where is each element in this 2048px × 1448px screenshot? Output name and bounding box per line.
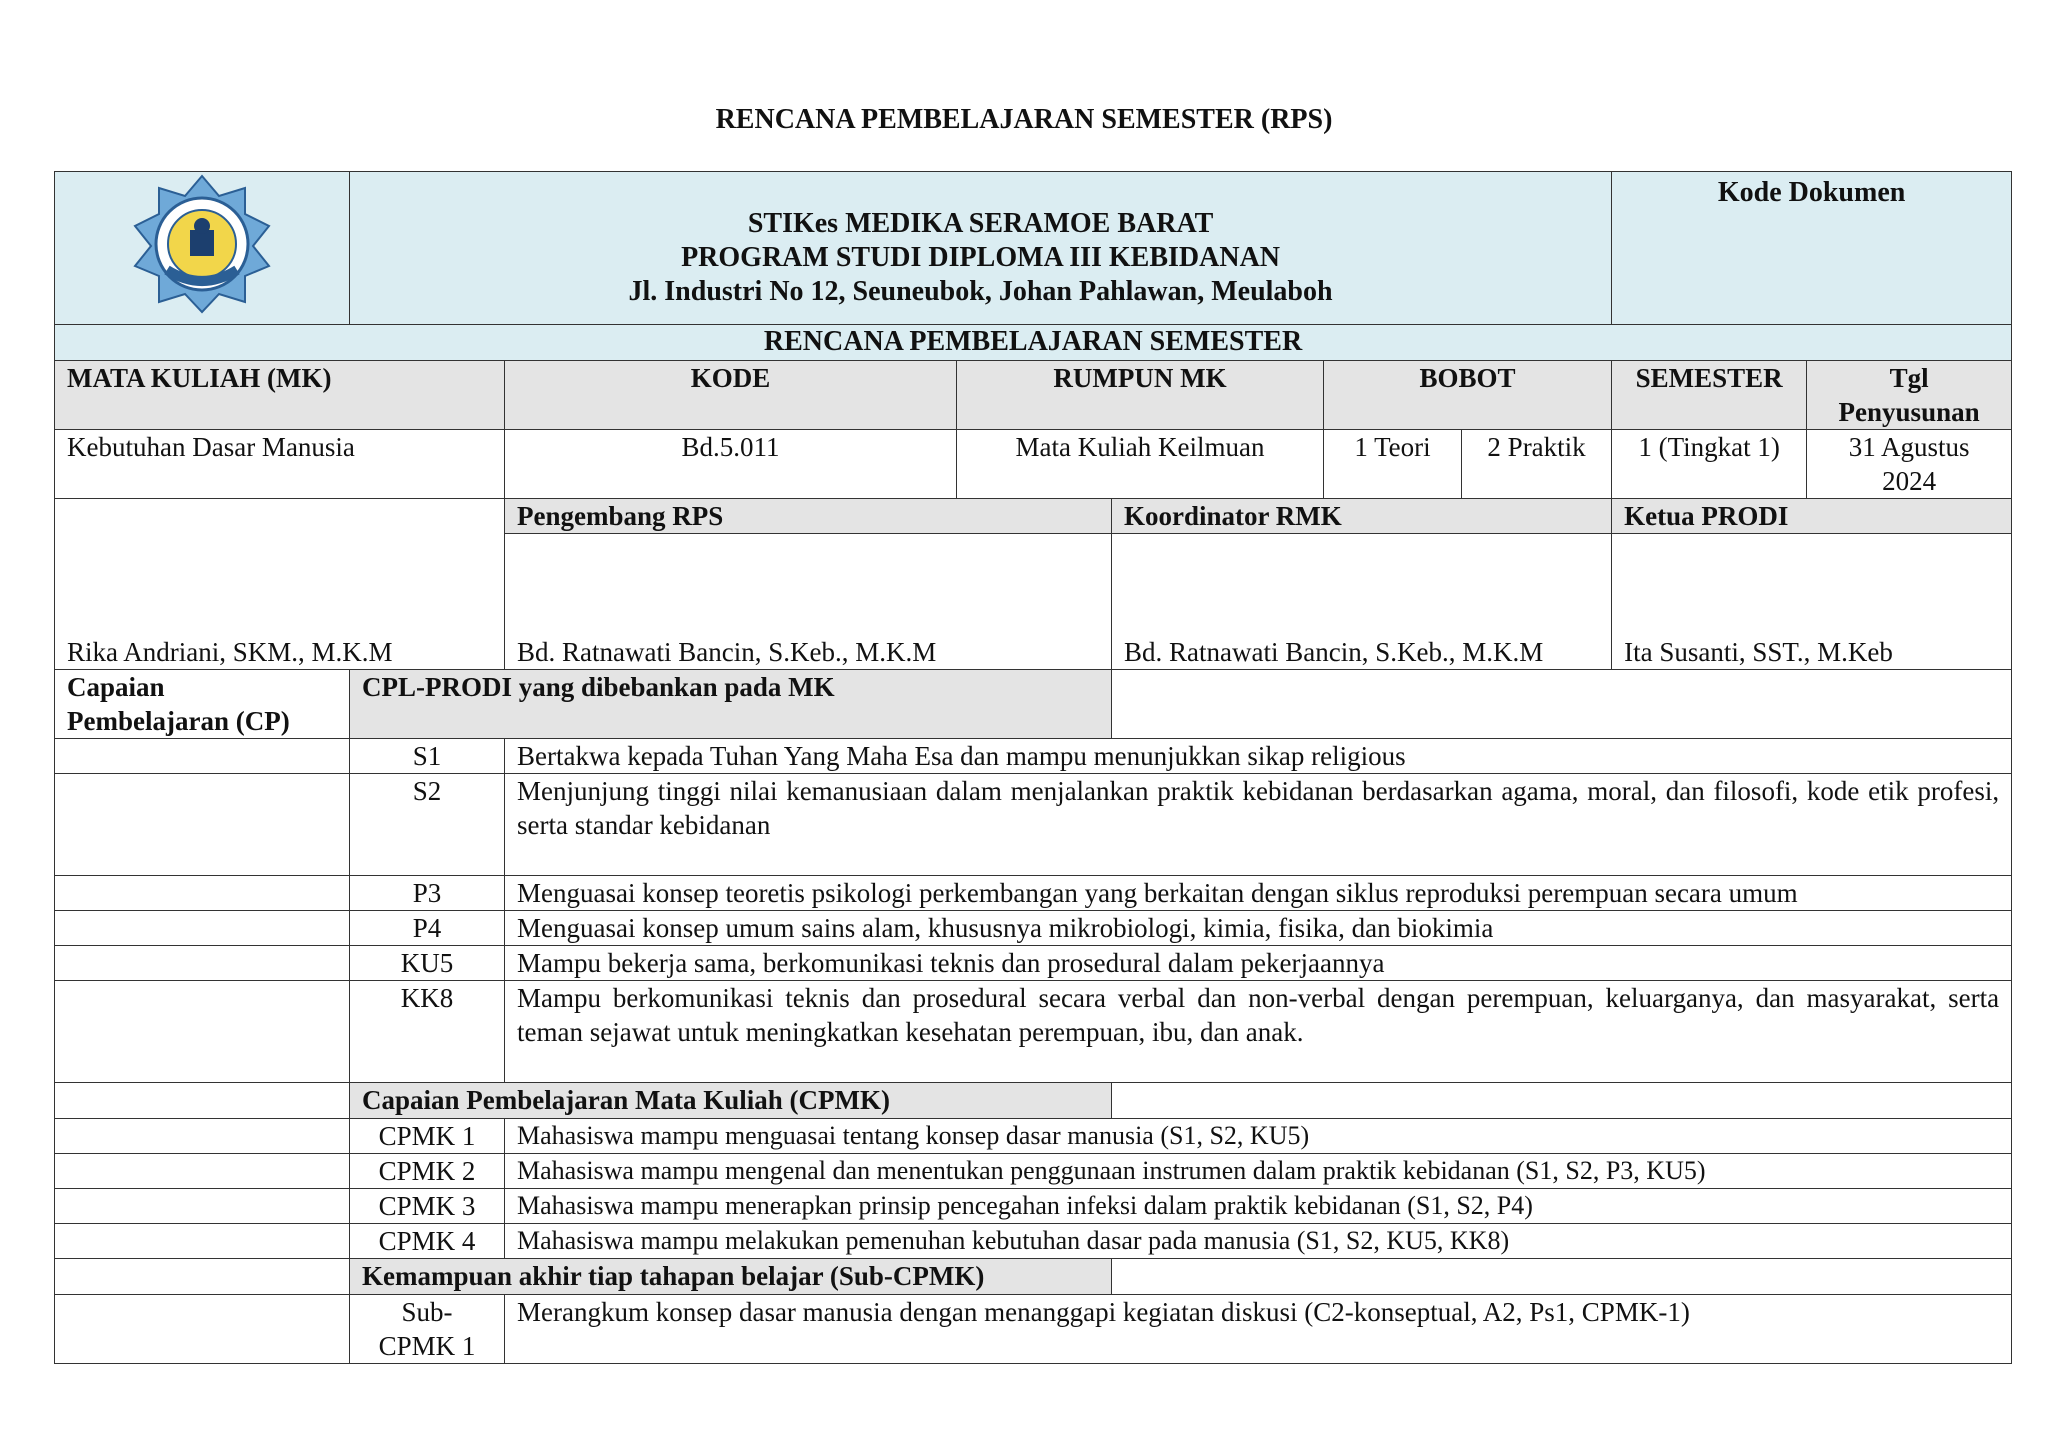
cpl-heading-blank [1112,670,2012,739]
program-name: PROGRAM STUDI DIPLOMA III KEBIDANAN [681,242,1281,273]
cpl-code: S2 [350,774,505,876]
col-mk: MATA KULIAH (MK) [55,361,505,430]
col-rumpun: RUMPUN MK [957,361,1324,430]
cp-side [55,1154,350,1189]
cpl-text: Mampu berkomunikasi teknis dan prosedural secara verbal dan non-verbal dengan perempuan, keluarganya, dan masyarakat, serta teman sejawat untuk meningkatkan kesehatan perempuan, ibu, dan anak. [505,981,2012,1083]
sub-cpmk-code-line1: Sub- [401,1297,453,1327]
cpl-code: P4 [350,911,505,946]
cp-label-line2: Pembelajaran (CP) [67,706,290,736]
institution-block [350,172,1612,325]
pengembang-name: Bd. Ratnawati Bancin, S.Keb., M.K.M [505,534,1112,670]
sub-cpmk-code-line2: CPMK 1 [378,1331,476,1361]
cpl-text: Menjunjung tinggi nilai kemanusiaan dalam menjalankan praktik kebidanan berdasarkan agama, moral, dan filosofi, kode etik profesi, serta standar kebidanan [505,774,2012,876]
rps-document [54,171,2011,1364]
cpmk-heading-blank [1112,1083,2012,1119]
cp-label-line1: Capaian [67,672,165,702]
cp-side [55,739,350,774]
cpmk-code: CPMK 3 [350,1189,505,1224]
kode-dokumen-cell [1612,172,2012,325]
col-bobot: BOBOT [1324,361,1612,430]
sub-cpmk-text: Merangkum konsep dasar manusia dengan menanggapi kegiatan diskusi (C2-konseptual, A2, Ps1, CPMK-1) [505,1295,2012,1364]
institution-name: STIKes MEDIKA SERAMOE BARAT [747,208,1214,239]
rps-table [54,171,2012,1364]
cp-label [55,670,350,739]
cpmk-code: CPMK 4 [350,1224,505,1259]
cpmk-text: Mahasiswa mampu menerapkan prinsip pencegahan infeksi dalam praktik kebidanan (S1, S2, P4) [505,1189,2012,1224]
cpl-text: Menguasai konsep teoretis psikologi perkembangan yang berkaitan dengan siklus reproduksi perempuan secara umum [505,876,2012,911]
col-tgl: Tgl Penyusunan [1807,361,2012,430]
course-kode: Bd.5.011 [505,430,957,499]
cp-side [55,946,350,981]
cpmk-text: Mahasiswa mampu melakukan pemenuhan kebutuhan dasar pada manusia (S1, S2, KU5, KK8) [505,1224,2012,1259]
cp-side [55,981,350,1083]
author-cell [55,499,505,670]
course-rumpun: Mata Kuliah Keilmuan [957,430,1324,499]
cpmk-heading: Capaian Pembelajaran Mata Kuliah (CPMK) [350,1083,1112,1119]
cp-side [55,1083,350,1119]
course-teori: 1 Teori [1324,430,1462,499]
cpl-code: S1 [350,739,505,774]
cpmk-text: Mahasiswa mampu menguasai tentang konsep dasar manusia (S1, S2, KU5) [505,1119,2012,1154]
course-semester: 1 (Tingkat 1) [1612,430,1807,499]
cpl-code: P3 [350,876,505,911]
cpl-code: KK8 [350,981,505,1083]
ketua-name: Ita Susanti, SST., M.Keb [1612,534,2012,670]
cp-side [55,1189,350,1224]
cpl-text: Bertakwa kepada Tuhan Yang Maha Esa dan mampu menunjukkan sikap religious [505,739,2012,774]
course-name: Kebutuhan Dasar Manusia [55,430,505,499]
cpmk-text: Mahasiswa mampu mengenal dan menentukan penggunaan instrumen dalam praktik kebidanan (S1, S2, P3, KU5) [505,1154,2012,1189]
col-kode: KODE [505,361,957,430]
koordinator-label: Koordinator RMK [1112,499,1612,534]
cp-side [55,1259,350,1295]
institution-logo [127,174,277,314]
cpl-text: Mampu bekerja sama, berkomunikasi teknis dan prosedural dalam pekerjaannya [505,946,2012,981]
pengembang-label: Pengembang RPS [505,499,1112,534]
sub-cpmk-heading: Kemampuan akhir tiap tahapan belajar (Sub-CPMK) [350,1259,1112,1295]
ketua-label: Ketua PRODI [1612,499,2012,534]
course-praktik: 2 Praktik [1462,430,1612,499]
sub-cpmk-code [350,1295,505,1364]
cpl-heading: CPL-PRODI yang dibebankan pada MK [350,670,1112,739]
cpl-code: KU5 [350,946,505,981]
logo-cell [55,172,350,325]
section-title: RENCANA PEMBELAJARAN SEMESTER [55,325,2012,361]
koordinator-name: Bd. Ratnawati Bancin, S.Keb., M.K.M [1112,534,1612,670]
cp-side [55,1119,350,1154]
cpmk-code: CPMK 1 [350,1119,505,1154]
kode-dokumen-label: Kode Dokumen [1717,177,1906,208]
col-semester: SEMESTER [1612,361,1807,430]
cp-side [55,774,350,876]
sub-cpmk-heading-blank [1112,1259,2012,1295]
cp-side [55,1224,350,1259]
cpmk-code: CPMK 2 [350,1154,505,1189]
page-title: RENCANA PEMBELAJARAN SEMESTER (RPS) [715,104,1333,135]
author-name: Rika Andriani, SKM., M.K.M [67,637,393,667]
cpl-text: Menguasai konsep umum sains alam, khususnya mikrobiologi, kimia, fisika, dan biokimia [505,911,2012,946]
course-tgl: 31 Agustus 2024 [1807,430,2012,499]
cp-side [55,911,350,946]
institution-address: Jl. Industri No 12, Seuneubok, Johan Pahlawan, Meulaboh [628,276,1333,307]
cp-side [55,876,350,911]
cp-side [55,1295,350,1364]
